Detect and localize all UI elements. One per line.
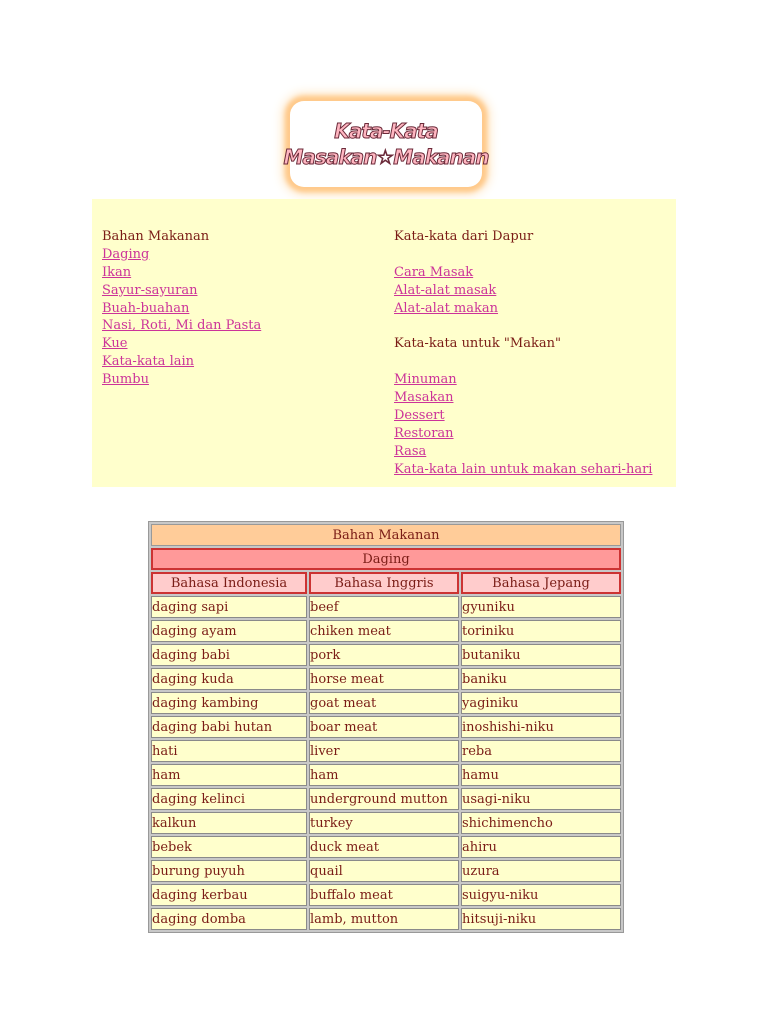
cell-indonesia: burung puyuh xyxy=(151,860,307,882)
cell-inggris: liver xyxy=(309,740,459,762)
table-row xyxy=(151,668,621,690)
cell-indonesia: daging babi xyxy=(151,644,307,666)
menu-link-restoran[interactable]: Restoran xyxy=(394,425,454,441)
table-subtitle-row xyxy=(151,548,621,570)
cell-jepang: suigyu-niku xyxy=(461,884,621,906)
table-row xyxy=(151,716,621,738)
cell-inggris: ham xyxy=(309,764,459,786)
table-title-row xyxy=(151,524,621,546)
cell-jepang: ahiru xyxy=(461,836,621,858)
cell-jepang: reba xyxy=(461,740,621,762)
cell-jepang: baniku xyxy=(461,668,621,690)
cell-inggris: turkey xyxy=(309,812,459,834)
table-row xyxy=(151,596,621,618)
vocabulary-table xyxy=(148,521,624,933)
table-row xyxy=(151,692,621,714)
menu-link-cara-masak[interactable]: Cara Masak xyxy=(394,264,474,280)
table-row xyxy=(151,764,621,786)
table-row xyxy=(151,740,621,762)
cell-jepang: shichimencho xyxy=(461,812,621,834)
cell-indonesia: hati xyxy=(151,740,307,762)
table-row xyxy=(151,836,621,858)
cell-inggris: buffalo meat xyxy=(309,884,459,906)
cell-jepang: gyuniku xyxy=(461,596,621,618)
cell-jepang: yaginiku xyxy=(461,692,621,714)
menu-link-kata-lain[interactable]: Kata-kata lain xyxy=(102,354,195,370)
table-title: Bahan Makanan xyxy=(151,524,621,546)
cell-indonesia: daging kelinci xyxy=(151,788,307,810)
menu-heading-makan: Kata-kata untuk "Makan" xyxy=(394,336,561,352)
table-row xyxy=(151,860,621,882)
cell-inggris: chiken meat xyxy=(309,620,459,642)
cell-inggris: horse meat xyxy=(309,668,459,690)
cell-indonesia: bebek xyxy=(151,836,307,858)
cell-jepang: hamu xyxy=(461,764,621,786)
cell-jepang: butaniku xyxy=(461,644,621,666)
table-row xyxy=(151,644,621,666)
column-header-indonesia: Bahasa Indonesia xyxy=(151,572,307,594)
table-header-row xyxy=(151,572,621,594)
cell-jepang: toriniku xyxy=(461,620,621,642)
menu-column-right xyxy=(394,228,652,478)
menu-link-minuman[interactable]: Minuman xyxy=(394,372,457,388)
menu-link-rasa[interactable]: Rasa xyxy=(394,443,427,459)
menu-heading-bahan-makanan: Bahan Makanan xyxy=(102,229,210,244)
menu-spacer xyxy=(394,317,652,335)
table-row xyxy=(151,788,621,810)
table-row xyxy=(151,620,621,642)
menu-column-left xyxy=(102,228,261,389)
cell-indonesia: kalkun xyxy=(151,812,307,834)
cell-jepang: inoshishi-niku xyxy=(461,716,621,738)
menu-spacer xyxy=(394,246,652,264)
logo-line-1: Kata-Kata xyxy=(334,119,438,143)
menu-link-alat-makan[interactable]: Alat-alat makan xyxy=(394,300,499,316)
cell-indonesia: daging ayam xyxy=(151,620,307,642)
menu-link-makan-sehari[interactable]: Kata-kata lain untuk makan sehari-hari xyxy=(394,461,653,477)
table-subtitle: Daging xyxy=(151,548,621,570)
cell-jepang: uzura xyxy=(461,860,621,882)
menu-link-masakan[interactable]: Masakan xyxy=(394,390,454,406)
menu-heading-dapur: Kata-kata dari Dapur xyxy=(394,229,534,244)
logo-line-2: Masakan☆Makanan xyxy=(283,145,489,169)
table-row xyxy=(151,884,621,906)
menu-link-dessert[interactable]: Dessert xyxy=(394,407,445,423)
menu-link-daging[interactable]: Daging xyxy=(102,246,150,262)
category-menu xyxy=(92,199,676,487)
menu-link-sayur[interactable]: Sayur-sayuran xyxy=(102,282,198,298)
cell-jepang: usagi-niku xyxy=(461,788,621,810)
cell-inggris: boar meat xyxy=(309,716,459,738)
cell-jepang: hitsuji-niku xyxy=(461,908,621,930)
cell-inggris: goat meat xyxy=(309,692,459,714)
menu-link-buah[interactable]: Buah-buahan xyxy=(102,300,190,316)
cell-inggris: duck meat xyxy=(309,836,459,858)
cell-indonesia: daging kerbau xyxy=(151,884,307,906)
cell-indonesia: daging kuda xyxy=(151,668,307,690)
menu-link-kue[interactable]: Kue xyxy=(102,336,128,352)
menu-spacer xyxy=(394,353,652,371)
column-header-inggris: Bahasa Inggris xyxy=(309,572,459,594)
site-logo xyxy=(283,101,489,187)
cell-indonesia: daging sapi xyxy=(151,596,307,618)
menu-link-bumbu[interactable]: Bumbu xyxy=(102,372,149,388)
menu-link-alat-masak[interactable]: Alat-alat masak xyxy=(394,282,497,298)
cell-indonesia: daging domba xyxy=(151,908,307,930)
cell-inggris: beef xyxy=(309,596,459,618)
cell-indonesia: daging babi hutan xyxy=(151,716,307,738)
table-row xyxy=(151,908,621,930)
menu-link-ikan[interactable]: Ikan xyxy=(102,264,132,280)
column-header-jepang: Bahasa Jepang xyxy=(461,572,621,594)
cell-inggris: pork xyxy=(309,644,459,666)
menu-link-nasi[interactable]: Nasi, Roti, Mi dan Pasta xyxy=(102,318,262,334)
cell-inggris: underground mutton xyxy=(309,788,459,810)
cell-indonesia: daging kambing xyxy=(151,692,307,714)
table-row xyxy=(151,812,621,834)
cell-inggris: quail xyxy=(309,860,459,882)
cell-inggris: lamb, mutton xyxy=(309,908,459,930)
cell-indonesia: ham xyxy=(151,764,307,786)
